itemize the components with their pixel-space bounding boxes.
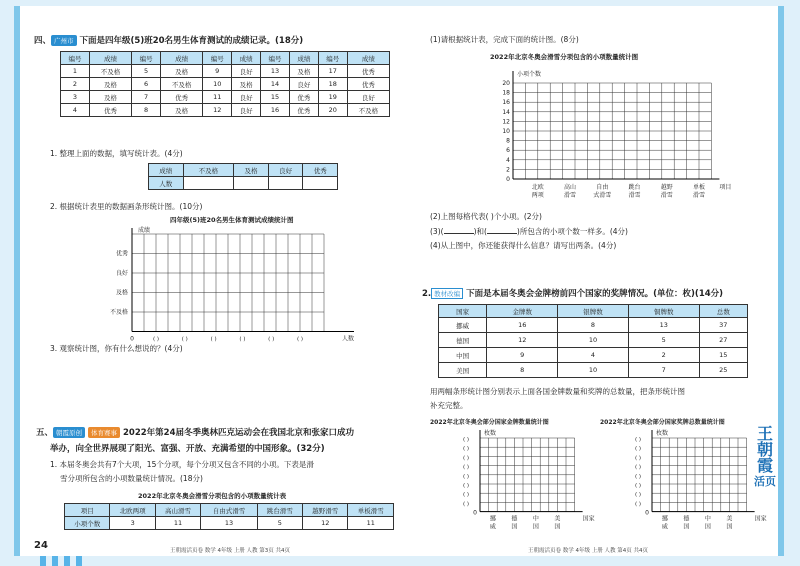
q4-sub2: 2. 根据统计表里的数据画条形统计图。(10分) <box>50 202 203 211</box>
x-category-label: 自由 <box>596 184 609 191</box>
medal-header-cell: 金牌数 <box>487 305 558 318</box>
ski-value-cell: 5 <box>257 517 302 530</box>
table-cell: 8 <box>132 104 161 117</box>
y-category-label: 优秀 <box>115 250 128 258</box>
tally-header-row <box>149 164 338 177</box>
column-header: 编号 <box>261 52 290 65</box>
x-category-label-line2: 国 <box>554 523 561 531</box>
column-header: 编号 <box>132 52 161 65</box>
brand-glyph: 霞 <box>756 456 773 475</box>
table-cell: 及格 <box>89 91 131 104</box>
tally-count-row <box>149 177 338 190</box>
axis-blank-paren: ( ) <box>210 336 217 343</box>
q5-1b: (2)上图每格代表( )个小项。(2分) <box>430 212 542 221</box>
medal-cell: 挪威 <box>439 318 487 333</box>
tally-cell[interactable] <box>183 177 234 190</box>
ski-header-cell: 单板滑雪 <box>348 504 394 517</box>
table-cell: 5 <box>132 65 161 78</box>
q5-intro-line2: 举办，向全世界展现了阳光、富强、开放、充满希望的中国形象。(32分) <box>50 444 325 454</box>
x-category-label: 中 <box>704 515 711 523</box>
medal-cell: 15 <box>699 348 747 363</box>
y-blank-paren: ( ) <box>462 492 470 499</box>
q5-1c <box>430 225 628 237</box>
medal-cell: 8 <box>558 318 629 333</box>
tally-cell[interactable] <box>234 177 269 190</box>
table-row <box>61 91 390 104</box>
decor-bar <box>52 556 58 566</box>
score-bar-chart-grid[interactable] <box>80 224 380 343</box>
y-tick-label: 2 <box>506 166 510 174</box>
medal-header-cell: 银牌数 <box>558 305 629 318</box>
medal-cell: 10 <box>558 363 629 378</box>
x-category-label: 高山 <box>564 184 577 191</box>
table-row <box>61 78 390 91</box>
ski-row-label: 小项个数 <box>65 517 110 530</box>
axis-blank-paren: ( ) <box>152 336 160 343</box>
y-axis-label: 枚数 <box>484 430 497 437</box>
table-cell: 良好 <box>232 104 261 117</box>
x-category-label: 挪 <box>661 515 668 523</box>
table-cell: 优秀 <box>89 104 131 117</box>
q4-sub3: 3. 观察统计图，你有什么想说的？(4分) <box>50 344 183 353</box>
x-category-label: 中 <box>532 515 539 523</box>
x-category-label: 美 <box>726 515 733 523</box>
x-category-label: 挪 <box>489 515 496 523</box>
table-cell: 18 <box>318 78 347 91</box>
axis-blank-paren: ( ) <box>268 336 275 343</box>
ski-events-table <box>64 503 394 530</box>
x-category-label: 单板 <box>692 184 706 191</box>
y-tick-label: 16 <box>502 99 510 107</box>
medal-cell: 25 <box>699 363 747 378</box>
table-cell: 16 <box>261 104 290 117</box>
x-axis-label: 国家 <box>582 515 595 523</box>
medal-row <box>439 348 748 363</box>
y-blank-paren: ( ) <box>462 437 470 443</box>
ski-value-cell: 11 <box>348 517 394 530</box>
medal-header-cell: 总数 <box>699 305 747 318</box>
y-tick-label: 10 <box>502 128 510 135</box>
ski-header-cell: 跳台滑雪 <box>257 504 302 517</box>
table-row <box>61 104 390 117</box>
x-category-label-line2: 滑雪 <box>692 192 706 199</box>
y-axis-label: 枚数 <box>656 430 669 437</box>
column-header: 编号 <box>61 52 90 65</box>
y-blank-paren: ( ) <box>634 464 642 471</box>
y-blank-paren: ( ) <box>462 473 470 480</box>
x-category-label-line2: 国 <box>704 523 711 531</box>
q5-intro-line1: 2022年第24届冬季奥林匹克运动会在我国北京和张家口成功 <box>123 428 355 438</box>
y-blank-paren: ( ) <box>634 437 642 443</box>
y-blank-paren: ( ) <box>462 483 470 489</box>
x-category-label-line2: 滑雪 <box>564 192 577 199</box>
column-header: 成绩 <box>347 52 389 65</box>
ski-value-cell: 3 <box>110 517 155 530</box>
medal-cell: 27 <box>699 333 747 348</box>
medal-row <box>439 333 748 348</box>
ski-header-cell: 北欧两项 <box>110 504 155 517</box>
x-category-label-line2: 国 <box>511 523 518 531</box>
axis-zero: 0 <box>645 509 649 517</box>
ski-value-cell: 12 <box>303 517 348 530</box>
medal-cell: 37 <box>699 318 747 333</box>
ski-header-cell: 越野滑雪 <box>303 504 348 517</box>
y-blank-paren: ( ) <box>634 501 642 508</box>
gold-medal-chart-grid[interactable] <box>438 426 608 536</box>
medal-table <box>438 304 748 378</box>
decor-bar <box>40 556 46 566</box>
q5-sub1-line1: 1. 本届冬奥会共有7个大项，15个分项，每个分项又包含不同的小项。下表是滑 <box>50 460 314 469</box>
table-cell: 20 <box>318 104 347 117</box>
axis-zero: 0 <box>130 335 134 343</box>
y-category-label: 及格 <box>115 289 128 297</box>
x-category-label-line2: 滑雪 <box>660 192 673 199</box>
table-cell: 及格 <box>161 104 203 117</box>
decor-bar <box>76 556 82 566</box>
table-cell: 良好 <box>289 78 318 91</box>
decor-bar <box>64 556 70 566</box>
table-cell: 不及格 <box>161 78 203 91</box>
x-category-label-line2: 威 <box>661 523 668 531</box>
x-category-label: 跳台 <box>628 184 641 191</box>
table-cell: 优秀 <box>289 91 318 104</box>
x-axis-label: 人数 <box>341 335 355 343</box>
y-tick-label: 12 <box>502 118 510 126</box>
x-category-label-line2: 国 <box>726 523 733 531</box>
axis-zero: 0 <box>473 509 477 517</box>
ski-header-cell: 项目 <box>65 504 110 517</box>
gold-chart-title: 2022年北京冬奥会部分国家金牌数量统计图 <box>430 419 549 426</box>
medal-cell: 德国 <box>439 333 487 348</box>
x-category-label-line2: 式滑雪 <box>593 192 612 199</box>
y-blank-paren: ( ) <box>462 446 470 453</box>
chart-title: 四年级(5)班20名男生体育测试成绩统计图 <box>170 216 294 224</box>
table-cell: 优秀 <box>161 91 203 104</box>
y-tick-label: 14 <box>502 108 510 116</box>
x-axis-label: 项目 <box>719 184 732 191</box>
x-category-label: 越野 <box>660 184 673 191</box>
q4-sub1: 1. 整理上面的数据，填写统计表。(4分) <box>50 149 183 158</box>
column-header: 成绩 <box>89 52 131 65</box>
ski-table-title: 2022年北京冬奥会滑雪分项包含的小项数量统计表 <box>138 492 287 500</box>
table-cell: 良好 <box>232 65 261 78</box>
table-cell: 及格 <box>161 65 203 78</box>
x-category-label: 北欧 <box>531 184 544 191</box>
tally-header-cell: 成绩 <box>149 164 184 177</box>
table-cell: 良好 <box>347 91 389 104</box>
table-cell: 不及格 <box>347 104 389 117</box>
brand-glyph: 活页 <box>754 475 776 488</box>
medal-cell: 7 <box>628 363 699 378</box>
x-category-label-line2: 威 <box>489 523 496 531</box>
table-cell: 11 <box>203 91 232 104</box>
medal-cell: 10 <box>558 333 629 348</box>
x-axis-label: 国家 <box>754 515 767 523</box>
table-cell: 9 <box>203 65 232 78</box>
axis-blank-paren: ( ) <box>296 336 304 343</box>
q5-heading-line1 <box>36 426 354 438</box>
medal-cell: 2 <box>628 348 699 363</box>
column-header: 成绩 <box>289 52 318 65</box>
footer-right: 王朝霞活页卷 数学 4年级 上册 人教 第4页 共4页 <box>528 548 648 554</box>
medal-cell: 8 <box>487 363 558 378</box>
footer-left: 王朝霞活页卷 数学 4年级 上册 人教 第3页 共4页 <box>170 548 290 554</box>
sports-tag: 体育赛事 <box>88 427 120 438</box>
x-category-label-line2: 两项 <box>531 192 544 199</box>
ski-value-cell: 13 <box>201 517 257 530</box>
page-number: 24 <box>34 540 48 551</box>
q4-number: 四、 <box>34 36 52 46</box>
table-cell: 优秀 <box>347 78 389 91</box>
y-blank-paren: ( ) <box>634 446 642 453</box>
x-category-label-line2: 国 <box>683 523 690 531</box>
ski-chart-title: 2022年北京冬奥会滑雪分项包含的小项数量统计图 <box>490 53 639 61</box>
brand-glyph: 王 <box>756 424 773 443</box>
q5-2-instr1: 用两幅条形统计图分别表示上面各国金牌数量和奖牌的总数量，把条形统计图 <box>430 387 685 396</box>
table-cell: 4 <box>61 104 90 117</box>
q4-heading <box>34 34 303 46</box>
ski-value-cell: 11 <box>155 517 200 530</box>
q5-1c-part1: (3)( <box>430 227 444 236</box>
column-header: 成绩 <box>232 52 261 65</box>
medal-cell: 5 <box>628 333 699 348</box>
y-blank-paren: ( ) <box>462 464 470 471</box>
axis-blank-paren: ( ) <box>181 336 188 343</box>
table-row <box>61 65 390 78</box>
x-category-label-line2: 国 <box>532 523 539 531</box>
ski-table-header <box>65 504 394 517</box>
medal-row <box>439 363 748 378</box>
medal-cell: 4 <box>558 348 629 363</box>
table-cell: 优秀 <box>347 65 389 78</box>
y-axis-label: 成绩 <box>138 227 151 234</box>
table-cell: 19 <box>318 91 347 104</box>
y-tick-label: 20 <box>502 80 510 87</box>
medal-row <box>439 318 748 333</box>
medal-cell: 中国 <box>439 348 487 363</box>
medal-cell: 美国 <box>439 363 487 378</box>
table-cell: 优秀 <box>289 104 318 117</box>
answer-blank[interactable] <box>487 225 517 234</box>
q5-2-instr2: 补充完整。 <box>430 401 468 410</box>
axis-blank-paren: ( ) <box>239 336 246 343</box>
table-cell: 6 <box>132 78 161 91</box>
medal-cell: 9 <box>487 348 558 363</box>
medal-header-cell: 国家 <box>439 305 487 318</box>
textbook-tag: 教材改编 <box>431 288 463 299</box>
y-blank-paren: ( ) <box>634 473 642 480</box>
ski-table-values <box>65 517 394 530</box>
tally-row-label: 人数 <box>149 177 184 190</box>
q5-1d: (4)从上图中，你还能获得什么信息？请写出两条。(4分) <box>430 241 617 250</box>
ski-header-cell: 高山滑雪 <box>155 504 200 517</box>
y-blank-paren: ( ) <box>462 501 470 508</box>
tally-header-cell: 及格 <box>234 164 269 177</box>
tally-table <box>148 163 338 190</box>
q5-2-heading <box>422 287 723 299</box>
worksheet-page <box>14 6 784 556</box>
table-cell: 及格 <box>232 78 261 91</box>
table-cell: 不及格 <box>89 65 131 78</box>
x-category-label-line2: 滑雪 <box>628 192 641 199</box>
tally-cell[interactable] <box>303 177 338 190</box>
table-cell: 17 <box>318 65 347 78</box>
table-cell: 13 <box>261 65 290 78</box>
y-tick-label: 4 <box>506 156 510 164</box>
total-chart-title: 2022年北京冬奥会部分国家奖牌总数量统计图 <box>600 419 725 426</box>
q5-1c-part3: )所包含的小项个数一样多。(4分) <box>516 227 628 236</box>
table-cell: 15 <box>261 91 290 104</box>
table-cell: 10 <box>203 78 232 91</box>
table-cell: 良好 <box>232 91 261 104</box>
table-cell: 3 <box>61 91 90 104</box>
table-cell: 12 <box>203 104 232 117</box>
y-axis-label: 小项个数 <box>517 71 542 78</box>
y-tick-label: 6 <box>506 147 510 155</box>
y-category-label: 不及格 <box>109 309 128 316</box>
column-header: 成绩 <box>161 52 203 65</box>
brand-glyph: 朝 <box>756 440 773 459</box>
column-header: 编号 <box>203 52 232 65</box>
x-category-label: 美 <box>554 515 561 523</box>
y-tick-label: 8 <box>506 137 510 145</box>
q5-2-title: 下面是本届冬奥会金牌榜前四个国家的奖牌情况。(单位：枚)(14分) <box>466 289 724 299</box>
region-tag: 广州市 <box>51 35 77 46</box>
q5-2-number: 2. <box>422 289 432 299</box>
medal-cell: 12 <box>487 333 558 348</box>
x-category-label: 德 <box>683 515 690 523</box>
brand-logo <box>753 426 777 490</box>
answer-blank[interactable] <box>444 225 474 234</box>
medal-table-header <box>439 305 748 318</box>
table-cell: 7 <box>132 91 161 104</box>
y-blank-paren: ( ) <box>462 455 470 462</box>
original-tag: 朝霞原创 <box>53 427 85 438</box>
tally-header-cell: 良好 <box>268 164 303 177</box>
table-cell: 及格 <box>89 78 131 91</box>
ski-header-cell: 自由式滑雪 <box>201 504 257 517</box>
tally-cell[interactable] <box>268 177 303 190</box>
table-header-row <box>61 52 390 65</box>
tally-header-cell: 不及格 <box>183 164 234 177</box>
q5-number: 五、 <box>36 428 54 438</box>
table-cell: 2 <box>61 78 90 91</box>
medal-header-cell: 铜牌数 <box>628 305 699 318</box>
y-blank-paren: ( ) <box>634 483 642 489</box>
y-tick-label: 0 <box>506 176 510 183</box>
x-category-label: 德 <box>511 515 518 523</box>
score-record-table <box>60 51 390 117</box>
medal-cell: 16 <box>487 318 558 333</box>
q4-title: 下面是四年级(5)班20名男生体育测试的成绩记录。(18分) <box>79 36 304 46</box>
column-header: 编号 <box>318 52 347 65</box>
y-blank-paren: ( ) <box>634 455 642 462</box>
q5-1c-part2: )和( <box>473 227 487 236</box>
q5-1a: (1)请根据统计表，完成下面的统计图。(8分) <box>430 35 579 44</box>
medal-cell: 13 <box>628 318 699 333</box>
y-tick-label: 18 <box>502 89 510 97</box>
y-category-label: 良好 <box>115 270 128 277</box>
table-cell: 14 <box>261 78 290 91</box>
q5-sub1-line2: 雪分项所包含的小项数量统计情况。(18分) <box>60 474 203 483</box>
table-cell: 及格 <box>289 65 318 78</box>
ski-line-chart[interactable] <box>475 61 732 206</box>
table-cell: 1 <box>61 65 90 78</box>
tally-header-cell: 优秀 <box>303 164 338 177</box>
y-blank-paren: ( ) <box>634 492 642 499</box>
